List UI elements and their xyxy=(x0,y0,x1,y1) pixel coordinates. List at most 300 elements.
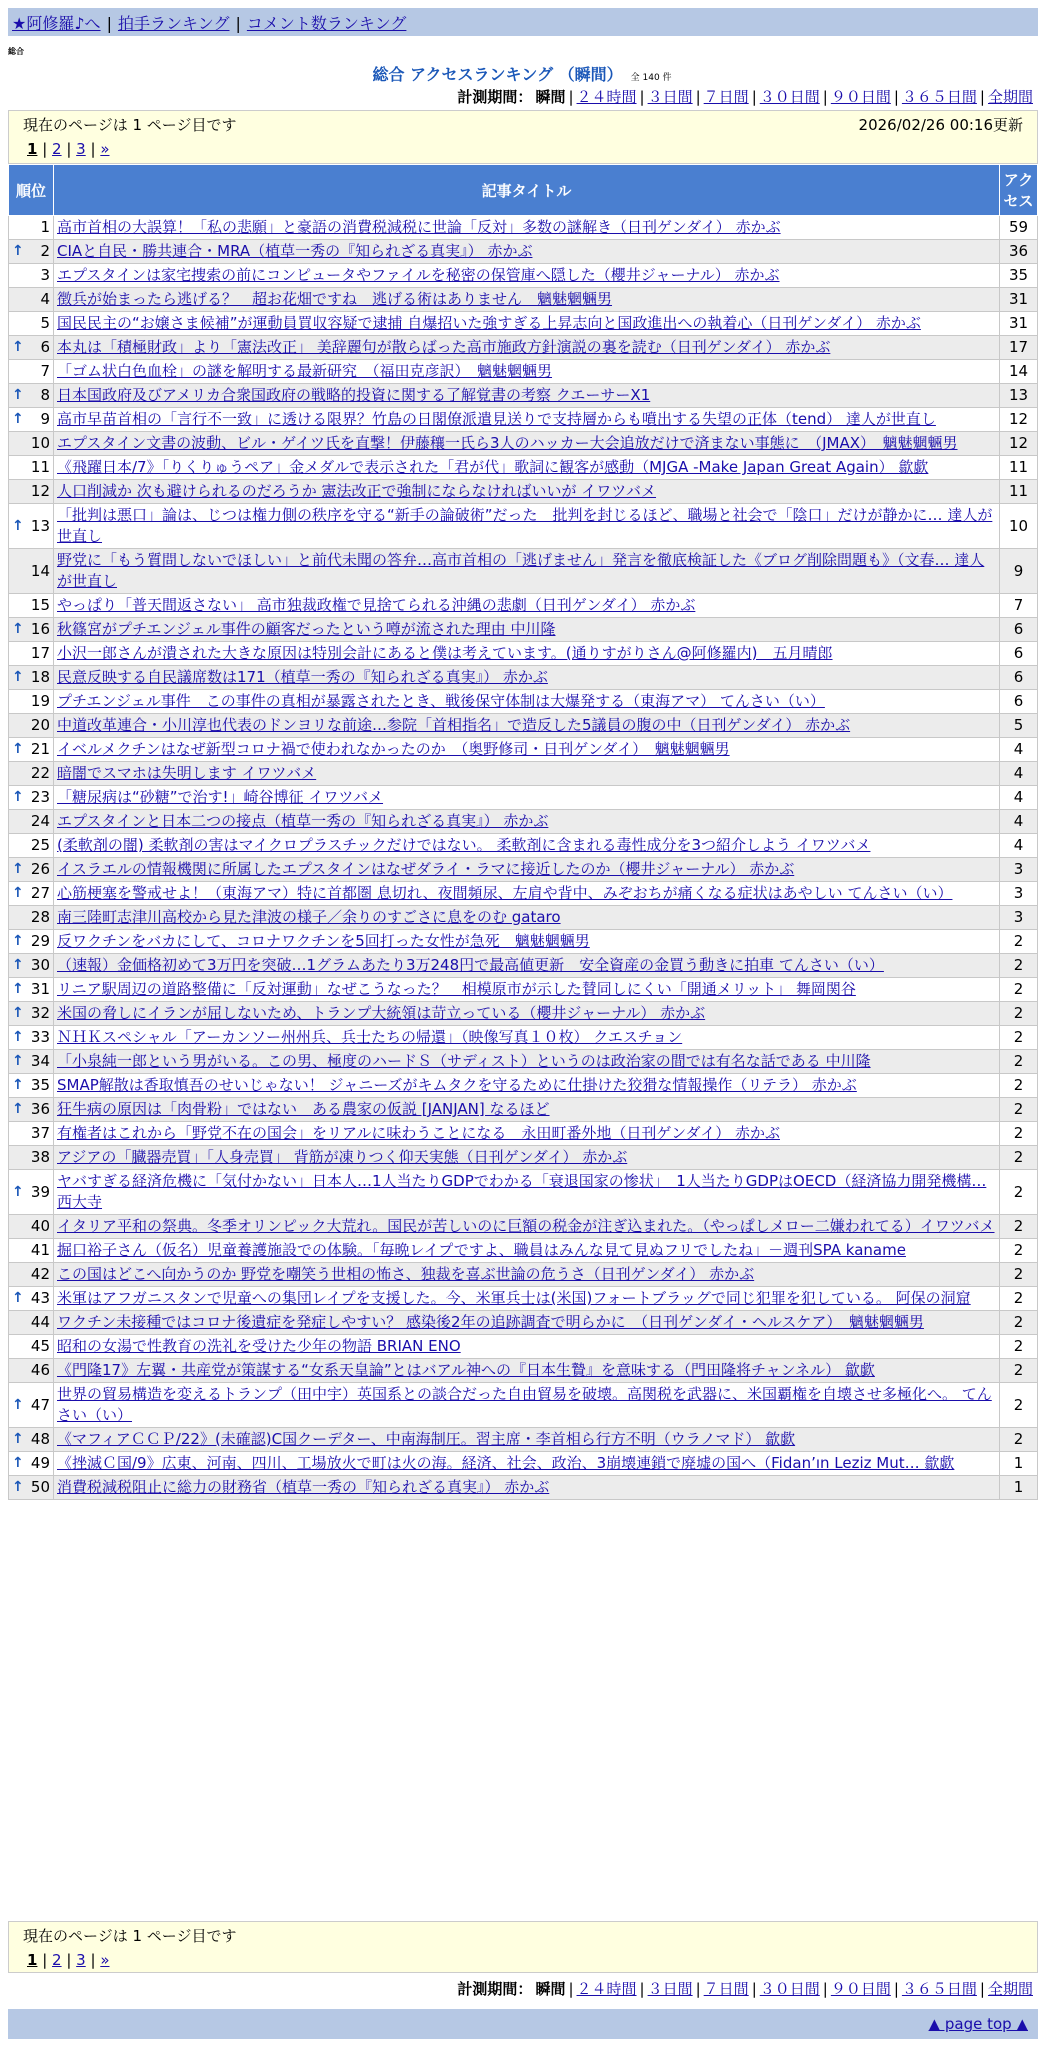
rank-number: 13 xyxy=(30,516,50,535)
table-row xyxy=(9,432,1038,456)
rank-up-arrow-icon: ↑ xyxy=(12,1029,24,1045)
article-link[interactable]: エプスタイン文書の波動、ビル・ゲイツ氏を直撃！伊藤穰一氏ら3人のハッカー大会追放だけで済まない事態に （JMAX） 魑魅魍魎男 xyxy=(57,434,958,452)
access-count: 3 xyxy=(1000,906,1038,930)
title-cell xyxy=(54,1002,1000,1026)
comment-ranking-link[interactable]: コメント数ランキング xyxy=(246,14,407,33)
article-link[interactable]: 高市首相の大誤算！「私の悲願」と豪語の消費税減税に世論「反対」多数の謎解き（日刊ゲンダイ） 赤かぶ xyxy=(57,218,781,236)
period-link[interactable]: ９０日間 xyxy=(830,88,891,106)
category-label: 総合 xyxy=(8,47,24,56)
article-link[interactable]: ワクチン未接種ではコロナ後遺症を発症しやすい？ 感染後2年の追跡調査で明らかに （日刊ゲンダイ・ヘルスケア） 魑魅魍魎男 xyxy=(57,1313,924,1331)
page-title-text: 総合 アクセスランキング （瞬間） xyxy=(372,65,623,84)
article-link[interactable]: SMAP解散は香取慎吾のせいじゃない！ ジャニーズがキムタクを守るために仕掛けた狡猾な情報操作（リテラ） 赤かぶ xyxy=(57,1076,857,1094)
article-link[interactable]: 野党に「もう質問しないでほしい」と前代未聞の答弁…高市首相の「逃げません」発言を徹底検証した《ブログ削除問題も》（文春… 達人が世直し xyxy=(57,551,985,590)
table-header-row xyxy=(9,165,1038,216)
pager-status-row xyxy=(9,1922,1037,1949)
article-link[interactable]: 《挫滅Ｃ国/9》広東、河南、四川、工場放火で町は火の海。経済、社会、政治、3崩壊連鎖で廃墟の国へ（Fidan’ın Leziz Mut… 歙歔 xyxy=(57,1454,955,1472)
article-link[interactable]: 《マフィアＣＣＰ/22》(未確認)C国クーデター、中南海制圧。習主席・李首相ら行方不明（ウラノマド） 歙歔 xyxy=(57,1430,796,1448)
title-cell xyxy=(54,1215,1000,1239)
access-count: 31 xyxy=(1000,288,1038,312)
next-page-link[interactable]: » xyxy=(100,140,110,158)
period-link[interactable]: ３日間 xyxy=(647,88,693,106)
table-row xyxy=(9,1074,1038,1098)
rank-number: 1 xyxy=(40,218,50,236)
access-count: 14 xyxy=(1000,360,1038,384)
period-link[interactable]: ３６５日間 xyxy=(901,88,977,106)
rank-cell xyxy=(9,786,54,810)
rank-up-arrow-icon: ↑ xyxy=(12,387,24,403)
article-link[interactable]: イスラエルの情報機関に所属したエプスタインはなぜダライ・ラマに接近したのか（櫻井ジャーナル） 赤かぶ xyxy=(57,860,795,878)
title-cell xyxy=(54,549,1000,594)
rank-cell xyxy=(9,714,54,738)
rank-number: 34 xyxy=(30,1052,50,1070)
rank-number: 44 xyxy=(30,1313,50,1331)
clap-ranking-link[interactable]: 拍手ランキング xyxy=(117,14,230,33)
rank-cell xyxy=(9,504,54,549)
page-link[interactable]: 3 xyxy=(76,140,86,158)
title-cell xyxy=(54,810,1000,834)
article-link[interactable]: 心筋梗塞を警戒せよ！（東海アマ）特に首都圏 息切れ、夜間頻尿、左肩や背中、みぞおちが痛くなる症状はあやしい てんさい（い） xyxy=(57,884,953,902)
table-row xyxy=(9,834,1038,858)
access-count: 31 xyxy=(1000,312,1038,336)
period-separator: | xyxy=(568,1980,574,1998)
rank-cell xyxy=(9,360,54,384)
rank-number: 50 xyxy=(30,1478,50,1496)
table-row xyxy=(9,1452,1038,1476)
rank-number: 37 xyxy=(30,1124,50,1142)
header-count: アクセス xyxy=(1000,165,1038,216)
period-link[interactable]: ７日間 xyxy=(703,88,749,106)
period-separator: | xyxy=(979,1980,985,1998)
rank-cell xyxy=(9,432,54,456)
article-link[interactable]: 「批判は悪口」論は、じつは権力側の秩序を守る“新手の論破術”だった 批判を封じるほど、職場と社会で「陰口」だけが静かに… 達人が世直し xyxy=(57,506,993,545)
article-link[interactable]: 本丸は「積極財政」より「憲法改正」 美辞麗句が散らばった高市施政方針演説の裏を読む（日刊ゲンダイ） 赤かぶ xyxy=(57,338,831,356)
period-separator: | xyxy=(751,88,757,106)
article-link[interactable]: 秋篠宮がプチエンジェル事件の顧客だったという噂が流された理由 中川隆 xyxy=(57,620,556,638)
article-link[interactable]: 小沢一郎さんが潰された大きな原因は特別会計にあると僕は考えています。(通りすがりさん@阿修羅内) 五月晴郎 xyxy=(57,644,833,662)
rank-cell xyxy=(9,288,54,312)
table-row xyxy=(9,1098,1038,1122)
article-link[interactable]: アジアの「臓器売買」「人身売買」 背筋が凍りつく仰天実態（日刊ゲンダイ） 赤かぶ xyxy=(57,1148,628,1166)
access-count: 2 xyxy=(1000,954,1038,978)
rank-number: 6 xyxy=(40,338,50,356)
access-count: 11 xyxy=(1000,456,1038,480)
article-link[interactable]: 「小泉純一郎という男がいる。この男、極度のハードＳ（サディスト）というのは政治家の間では有名な話である 中川隆 xyxy=(57,1052,871,1070)
table-row xyxy=(9,1026,1038,1050)
rank-cell xyxy=(9,1359,54,1383)
rank-up-arrow-icon: ↑ xyxy=(12,741,24,757)
table-row xyxy=(9,336,1038,360)
rank-number: 26 xyxy=(30,860,50,878)
article-link[interactable]: 国民民主の“お嬢さま候補”が運動員買収容疑で逮捕 自爆招いた強すぎる上昇志向と国政進出への執着心（日刊ゲンダイ） 赤かぶ xyxy=(57,314,921,332)
table-row xyxy=(9,480,1038,504)
rank-up-arrow-icon: ↑ xyxy=(12,1455,24,1471)
rank-number: 5 xyxy=(40,314,50,332)
article-link[interactable]: 民意反映する自民議席数は171（植草一秀の『知られざる真実』） 赤かぶ xyxy=(57,668,548,686)
page-separator: | xyxy=(61,1951,77,1969)
article-link[interactable]: リニア駅周辺の道路整備に「反対運動」なぜこうなった？ 相模原市が示した賛同しにくい「開通メリット」 舞岡関谷 xyxy=(57,980,856,998)
rank-number: 18 xyxy=(30,668,50,686)
article-link[interactable]: やっぱり「普天間返さない」 高市独裁政権で見捨てられる沖縄の悲劇（日刊ゲンダイ） 赤かぶ xyxy=(57,596,696,614)
article-link[interactable]: 有権者はこれから「野党不在の国会」をリアルに味わうことになる 永田町番外地（日刊ゲンダイ） 赤かぶ xyxy=(57,1124,780,1142)
page-separator: | xyxy=(37,140,53,158)
access-count: 10 xyxy=(1000,504,1038,549)
page-top-link[interactable]: ▲ page top ▲ xyxy=(928,2015,1028,2033)
table-row xyxy=(9,504,1038,549)
title-cell xyxy=(54,288,1000,312)
title-cell xyxy=(54,666,1000,690)
article-link[interactable]: プチエンジェル事件 この事件の真相が暴露されたとき、戦後保守体制は大爆発する（東海アマ） てんさい（い） xyxy=(57,692,825,710)
update-timestamp: 2026/02/26 00:16更新 xyxy=(858,116,1023,134)
rank-number: 39 xyxy=(30,1182,50,1201)
rank-cell xyxy=(9,594,54,618)
rank-cell xyxy=(9,858,54,882)
period-separator: | xyxy=(822,88,828,106)
period-current: 瞬間 xyxy=(535,1980,566,1998)
table-row xyxy=(9,594,1038,618)
article-link[interactable]: （速報）金価格初めて3万円を突破…1グラムあたり3万248円で最高値更新 安全資産の金買う動きに拍車 てんさい（い） xyxy=(57,956,884,974)
rank-cell xyxy=(9,456,54,480)
article-link[interactable]: 《門隆17》左翼・共産党が策謀する“女系天皇論”とはバアル神への『日本生贄』を意味する（門田隆将チャンネル） 歙歔 xyxy=(57,1361,875,1379)
title-cell xyxy=(54,360,1000,384)
access-count: 2 xyxy=(1000,930,1038,954)
title-cell xyxy=(54,1383,1000,1428)
rank-cell xyxy=(9,618,54,642)
title-cell xyxy=(54,216,1000,240)
rank-number: 42 xyxy=(30,1265,50,1283)
title-cell xyxy=(54,1428,1000,1452)
title-cell xyxy=(54,762,1000,786)
rank-number: 49 xyxy=(30,1454,50,1472)
title-cell xyxy=(54,1335,1000,1359)
title-cell xyxy=(54,954,1000,978)
article-link[interactable]: 昭和の女湯で性教育の洗礼を受けた少年の物語 BRIAN ENO xyxy=(57,1337,461,1355)
rank-number: 40 xyxy=(30,1217,50,1235)
access-count: 36 xyxy=(1000,240,1038,264)
article-link[interactable]: イタリア平和の祭典。冬季オリンピック大荒れ。国民が苦しいのに巨額の税金が注ぎ込まれた。（やっぱしメロー二嫌われてる）イワツバメ xyxy=(57,1217,995,1235)
table-row xyxy=(9,1215,1038,1239)
rank-cell xyxy=(9,906,54,930)
access-count: 2 xyxy=(1000,1122,1038,1146)
article-link[interactable]: 徴兵が始まったら逃げる？ 超お花畑ですね 逃げる術はありません 魑魅魍魎男 xyxy=(57,290,613,308)
rank-cell xyxy=(9,666,54,690)
article-link[interactable]: 米軍はアフガニスタンで児童への集団レイプを支援した。今、米軍兵士は(米国)フォートブラッグで同じ犯罪を犯している。 阿保の洞窟 xyxy=(57,1289,971,1307)
title-cell xyxy=(54,714,1000,738)
table-row xyxy=(9,549,1038,594)
title-cell xyxy=(54,834,1000,858)
access-count: 2 xyxy=(1000,1098,1038,1122)
article-link[interactable]: 消費税減税阻止に総力の財務省（植草一秀の『知られざる真実』） 赤かぶ xyxy=(57,1478,550,1496)
article-link[interactable]: 人口削減か 次も避けられるのだろうか 憲法改正で強制にならなければいいが イワツバメ xyxy=(57,482,657,500)
period-separator: | xyxy=(893,88,899,106)
page-current: 1 xyxy=(27,140,38,158)
table-row xyxy=(9,1359,1038,1383)
access-count: 2 xyxy=(1000,1146,1038,1170)
table-row xyxy=(9,240,1038,264)
rank-up-arrow-icon: ↑ xyxy=(12,1431,24,1447)
article-link[interactable]: ヤバすぎる経済危機に「気付かない」日本人…1人当たりGDPでわかる「衰退国家の惨状」 1人当たりGDPはOECD（経済協力開発機構… 西大寺 xyxy=(57,1172,987,1211)
page-title xyxy=(0,62,1044,85)
article-link[interactable]: 「ゴム状白色血栓」の謎を解明する最新研究 （福田克彦訳） 魑魅魍魎男 xyxy=(57,362,553,380)
table-row xyxy=(9,288,1038,312)
page-current: 1 xyxy=(27,1951,38,1969)
rank-cell xyxy=(9,978,54,1002)
rank-cell xyxy=(9,834,54,858)
rank-cell xyxy=(9,1263,54,1287)
article-link[interactable]: 南三陸町志津川高校から見た津波の様子／余りのすごさに息をのむ gataro xyxy=(57,908,561,926)
title-cell xyxy=(54,1098,1000,1122)
period-link[interactable]: ３０日間 xyxy=(759,1980,820,1998)
title-cell xyxy=(54,1452,1000,1476)
title-cell xyxy=(54,1476,1000,1500)
access-count: 7 xyxy=(1000,594,1038,618)
table-row xyxy=(9,1383,1038,1428)
rank-number: 14 xyxy=(30,561,50,580)
article-link[interactable]: CIAと自民・勝共連合・MRA（植草一秀の『知られざる真実』） 赤かぶ xyxy=(57,242,533,260)
article-link[interactable]: 暗闇でスマホは失明します イワツバメ xyxy=(57,764,317,782)
period-separator: | xyxy=(893,1980,899,1998)
pager-status: 現在のページは 1 ページ目です xyxy=(23,116,237,134)
access-count: 2 xyxy=(1000,978,1038,1002)
period-link[interactable]: ７日間 xyxy=(703,1980,749,1998)
rank-cell xyxy=(9,690,54,714)
rank-number: 3 xyxy=(40,266,50,284)
rank-number: 28 xyxy=(30,908,50,926)
period-link[interactable]: ２４時間 xyxy=(576,1980,637,1998)
header-rank: 順位 xyxy=(9,165,54,216)
rank-number: 17 xyxy=(30,644,50,662)
article-link[interactable]: 反ワクチンをバカにして、コロナワクチンを5回打った女性が急死 魑魅魍魎男 xyxy=(57,932,590,950)
rank-up-arrow-icon: ↑ xyxy=(12,981,24,997)
top-nav-bar xyxy=(8,8,1038,36)
article-link[interactable]: 世界の貿易構造を変えるトランプ（田中宇）英国系との談合だった自由貿易を破壊。高関税を武器に、米国覇権を自壊させ多極化へ。 てんさい（い） xyxy=(57,1385,992,1424)
rank-up-arrow-icon: ↑ xyxy=(12,1101,24,1117)
access-count: 17 xyxy=(1000,336,1038,360)
access-count: 6 xyxy=(1000,642,1038,666)
rank-up-arrow-icon: ↑ xyxy=(12,1005,24,1021)
page-link[interactable]: 3 xyxy=(76,1951,86,1969)
table-row xyxy=(9,1002,1038,1026)
rank-number: 16 xyxy=(30,620,50,638)
article-link[interactable]: ＮＨＫスペシャル「アーカンソー州州兵、兵士たちの帰還」（映像写真１０枚） クエスチョン xyxy=(57,1028,683,1046)
title-cell xyxy=(54,1287,1000,1311)
rank-up-arrow-icon: ↑ xyxy=(12,411,24,427)
period-link[interactable]: ３日間 xyxy=(647,1980,693,1998)
bottom-bar xyxy=(8,2009,1038,2039)
title-cell xyxy=(54,1263,1000,1287)
rank-cell xyxy=(9,738,54,762)
title-cell xyxy=(54,1050,1000,1074)
title-cell xyxy=(54,456,1000,480)
article-link[interactable]: 中道改革連合・小川淳也代表のドンヨリな前途…参院「首相指名」で造反した5議員の腹の中（日刊ゲンダイ） 赤かぶ xyxy=(57,716,851,734)
access-count: 2 xyxy=(1000,1215,1038,1239)
rank-cell xyxy=(9,642,54,666)
rank-up-arrow-icon: ↑ xyxy=(12,1077,24,1093)
page-link[interactable]: 2 xyxy=(52,140,62,158)
rank-up-arrow-icon: ↑ xyxy=(12,933,24,949)
title-cell xyxy=(54,786,1000,810)
rank-number: 36 xyxy=(30,1100,50,1118)
rank-cell xyxy=(9,1383,54,1428)
article-link[interactable]: 高市早苗首相の「言行不一致」に透ける限界？竹島の日閣僚派遣見送りで支持層からも噴出する失望の正体（tend） 達人が世直し xyxy=(57,410,936,428)
period-link[interactable]: 全期間 xyxy=(987,88,1033,106)
rank-up-arrow-icon: ↑ xyxy=(12,517,24,534)
period-link[interactable]: ９０日間 xyxy=(830,1980,891,1998)
access-count: 6 xyxy=(1000,618,1038,642)
rank-number: 35 xyxy=(30,1076,50,1094)
table-row xyxy=(9,216,1038,240)
period-link[interactable]: ３０日間 xyxy=(759,88,820,106)
rank-cell xyxy=(9,408,54,432)
title-cell xyxy=(54,1122,1000,1146)
table-row xyxy=(9,1170,1038,1215)
rank-cell xyxy=(9,1428,54,1452)
rank-number: 12 xyxy=(30,482,50,500)
title-cell xyxy=(54,1146,1000,1170)
table-row xyxy=(9,1263,1038,1287)
access-count: 4 xyxy=(1000,738,1038,762)
table-row xyxy=(9,360,1038,384)
access-count: 6 xyxy=(1000,690,1038,714)
access-count: 1 xyxy=(1000,1452,1038,1476)
rank-number: 21 xyxy=(30,740,50,758)
title-cell xyxy=(54,264,1000,288)
rank-cell xyxy=(9,1452,54,1476)
access-count: 2 xyxy=(1000,1170,1038,1215)
access-count: 4 xyxy=(1000,810,1038,834)
article-link[interactable]: 米国の脅しにイランが屈しないため、トランプ大統領は苛立っている（櫻井ジャーナル） 赤かぶ xyxy=(57,1004,706,1022)
pagination xyxy=(9,1949,1037,1971)
rank-up-arrow-icon: ↑ xyxy=(12,861,24,877)
article-link[interactable]: 日本国政府及びアメリカ合衆国政府の戦略的投資に関する了解覚書の考察 クエーサーX1 xyxy=(57,386,651,404)
rank-cell xyxy=(9,1170,54,1215)
rank-cell xyxy=(9,1311,54,1335)
rank-number: 19 xyxy=(30,692,50,710)
rank-up-arrow-icon: ↑ xyxy=(12,621,24,637)
table-row xyxy=(9,1311,1038,1335)
table-row xyxy=(9,858,1038,882)
rank-number: 25 xyxy=(30,836,50,854)
rank-number: 24 xyxy=(30,812,50,830)
article-link[interactable]: エプスタインと日本二つの接点（植草一秀の『知られざる真実』） 赤かぶ xyxy=(57,812,549,830)
table-row xyxy=(9,978,1038,1002)
rank-up-arrow-icon: ↑ xyxy=(12,789,24,805)
table-row xyxy=(9,456,1038,480)
article-link[interactable]: 「糖尿病は“砂糖”で治す!」崎谷博征 イワツバメ xyxy=(57,788,384,806)
title-cell xyxy=(54,930,1000,954)
rank-number: 2 xyxy=(40,242,50,260)
period-link[interactable]: 全期間 xyxy=(987,1980,1033,1998)
rank-number: 29 xyxy=(30,932,50,950)
access-count: 2 xyxy=(1000,1359,1038,1383)
title-cell xyxy=(54,480,1000,504)
access-count: 2 xyxy=(1000,1050,1038,1074)
rank-number: 32 xyxy=(30,1004,50,1022)
rank-number: 22 xyxy=(30,764,50,782)
period-link[interactable]: ３６５日間 xyxy=(901,1980,977,1998)
access-count: 12 xyxy=(1000,408,1038,432)
rank-number: 33 xyxy=(30,1028,50,1046)
article-link[interactable]: エプスタインは家宅捜索の前にコンピュータやファイルを秘密の保管庫へ隠した（櫻井ジャーナル） 赤かぶ xyxy=(57,266,780,284)
article-link[interactable]: 狂牛病の原因は「肉骨粉」ではない ある農家の仮説 [JANJAN] なるほど xyxy=(57,1100,550,1118)
article-link[interactable]: 掘口裕子さん（仮名）児童養護施設での体験。「毎晩レイプですよ、職員はみんな見て見ぬフリでしたね」－週刊SPA kaname xyxy=(57,1241,906,1259)
rank-number: 27 xyxy=(30,884,50,902)
access-count: 3 xyxy=(1000,882,1038,906)
title-cell xyxy=(54,906,1000,930)
rank-cell xyxy=(9,1239,54,1263)
access-count: 2 xyxy=(1000,1311,1038,1335)
pager-box-top xyxy=(8,110,1038,164)
rank-cell xyxy=(9,1287,54,1311)
title-cell xyxy=(54,240,1000,264)
rank-up-arrow-icon: ↑ xyxy=(12,339,24,355)
rank-cell xyxy=(9,1146,54,1170)
table-row xyxy=(9,714,1038,738)
access-count: 5 xyxy=(1000,714,1038,738)
pager-box-bottom xyxy=(8,1921,1038,1973)
rank-number: 38 xyxy=(30,1148,50,1166)
pagination xyxy=(9,138,1037,160)
next-page-link[interactable]: » xyxy=(100,1951,110,1969)
table-row xyxy=(9,1287,1038,1311)
table-row xyxy=(9,312,1038,336)
access-count: 1 xyxy=(1000,1476,1038,1500)
period-current: 瞬間 xyxy=(535,88,566,106)
table-row xyxy=(9,762,1038,786)
period-separator: | xyxy=(568,88,574,106)
table-row xyxy=(9,1428,1038,1452)
table-row xyxy=(9,690,1038,714)
title-cell xyxy=(54,1311,1000,1335)
title-cell xyxy=(54,594,1000,618)
rank-up-arrow-icon: ↑ xyxy=(12,957,24,973)
period-link[interactable]: ２４時間 xyxy=(576,88,637,106)
rank-cell xyxy=(9,264,54,288)
home-link[interactable]: ★阿修羅♪へ xyxy=(12,14,101,33)
period-separator: | xyxy=(639,1980,645,1998)
rank-up-arrow-icon: ↑ xyxy=(12,1479,24,1495)
rank-cell xyxy=(9,1122,54,1146)
total-count: 全 140 件 xyxy=(630,73,672,83)
rank-cell xyxy=(9,480,54,504)
rank-up-arrow-icon: ↑ xyxy=(12,1396,24,1413)
access-count: 59 xyxy=(1000,216,1038,240)
title-cell xyxy=(54,858,1000,882)
rank-number: 45 xyxy=(30,1337,50,1355)
article-link[interactable]: イベルメクチンはなぜ新型コロナ禍で使われなかったのか （奥野修司・日刊ゲンダイ） 魑魅魍魎男 xyxy=(57,740,730,758)
page-link[interactable]: 2 xyxy=(52,1951,62,1969)
rank-number: 4 xyxy=(40,290,50,308)
table-row xyxy=(9,786,1038,810)
table-row xyxy=(9,882,1038,906)
title-cell xyxy=(54,1359,1000,1383)
rank-number: 15 xyxy=(30,596,50,614)
article-link[interactable]: 《飛躍日本/7》「りくりゅうペア」金メダルで表示された「君が代」歌詞に観客が感動（MJGA -Make Japan Great Again） 歙歔 xyxy=(57,458,929,476)
access-count: 12 xyxy=(1000,432,1038,456)
article-link[interactable]: (柔軟剤の闇) 柔軟剤の害はマイクロプラスチックだけではない。 柔軟剤に含まれる毒性成分を3つ紹介しよう イワツバメ xyxy=(57,836,871,854)
title-cell xyxy=(54,738,1000,762)
rank-number: 30 xyxy=(30,956,50,974)
access-count: 6 xyxy=(1000,666,1038,690)
rank-cell xyxy=(9,810,54,834)
table-row xyxy=(9,1050,1038,1074)
access-count: 2 xyxy=(1000,1026,1038,1050)
table-row xyxy=(9,954,1038,978)
access-count: 2 xyxy=(1000,1428,1038,1452)
article-link[interactable]: この国はどこへ向かうのか 野党を嘲笑う世相の怖さ、独裁を喜ぶ世論の危うさ（日刊ゲンダイ） 赤かぶ xyxy=(57,1265,755,1283)
rank-cell xyxy=(9,882,54,906)
period-separator: | xyxy=(751,1980,757,1998)
table-row xyxy=(9,666,1038,690)
